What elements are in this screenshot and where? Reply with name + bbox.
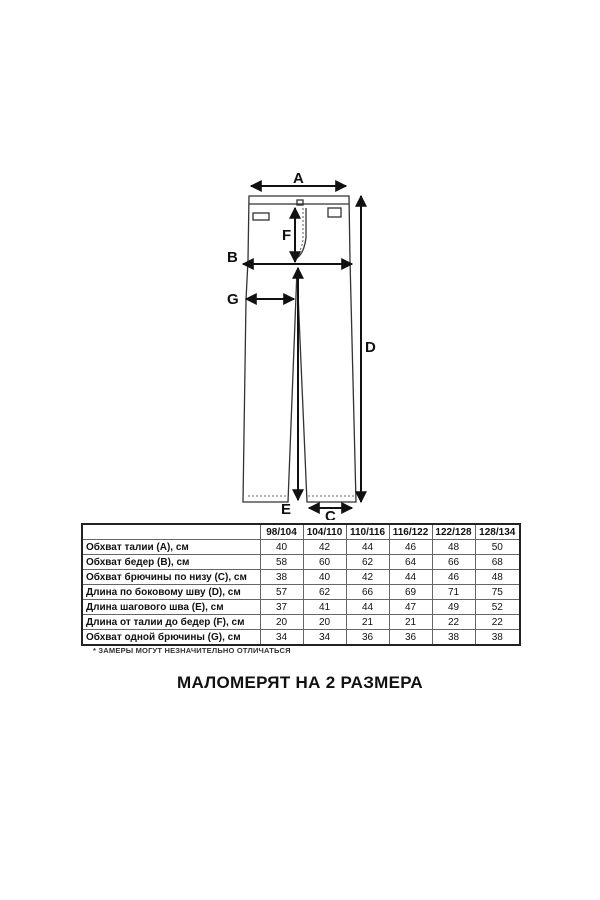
measurement-disclaimer: * ЗАМЕРЫ МОГУТ НЕЗНАЧИТЕЛЬНО ОТЛИЧАТЬСЯ [93,646,291,655]
table-cell: 46 [432,570,475,585]
size-header: 110/116 [346,524,389,540]
table-cell: 52 [475,600,520,615]
table-cell: 69 [389,585,432,600]
table-cell: 44 [389,570,432,585]
table-cell: 37 [260,600,303,615]
label-g: G [227,291,239,308]
measurement-arrows [243,186,361,508]
table-cell: 66 [346,585,389,600]
size-header: 128/134 [475,524,520,540]
table-row [82,630,520,646]
table-cell: 38 [260,570,303,585]
row-label: Обхват талии (А), см [82,540,260,555]
table-cell: 20 [260,615,303,630]
pants-outline [243,196,356,502]
table-row [82,615,520,630]
size-header: 104/110 [303,524,346,540]
label-d: D [365,339,376,356]
table-cell: 47 [389,600,432,615]
table-cell: 38 [432,630,475,646]
table-cell: 40 [303,570,346,585]
table-cell: 36 [346,630,389,646]
row-label: Обхват бедер (B), см [82,555,260,570]
table-row [82,585,520,600]
label-f: F [282,227,292,244]
size-header: 98/104 [260,524,303,540]
table-cell: 42 [346,570,389,585]
row-label: Длина шагового шва (E), см [82,600,260,615]
table-row [82,570,520,585]
table-cell: 22 [432,615,475,630]
table-cell: 38 [475,630,520,646]
row-label: Обхват одной брючины (G), см [82,630,260,646]
table-cell: 48 [475,570,520,585]
table-cell: 44 [346,540,389,555]
table-cell: 66 [432,555,475,570]
table-cell: 21 [346,615,389,630]
label-e: E [281,501,292,518]
table-cell: 41 [303,600,346,615]
table-cell: 42 [303,540,346,555]
table-cell: 20 [303,615,346,630]
table-cell: 48 [432,540,475,555]
table-cell: 22 [475,615,520,630]
table-cell: 34 [260,630,303,646]
table-cell: 50 [475,540,520,555]
row-label: Длина по боковому шву (D), см [82,585,260,600]
table-cell: 36 [389,630,432,646]
sizing-headline: МАЛОМЕРЯТ НА 2 РАЗМЕРА [177,673,423,692]
table-cell: 46 [389,540,432,555]
size-chart-table [81,523,521,646]
table-cell: 60 [303,555,346,570]
table-cell: 49 [432,600,475,615]
table-cell: 57 [260,585,303,600]
table-header-row [82,524,520,540]
table-cell: 75 [475,585,520,600]
table-cell: 40 [260,540,303,555]
table-header-parameter [82,524,260,540]
size-header: 116/122 [389,524,432,540]
table-cell: 68 [475,555,520,570]
table-cell: 21 [389,615,432,630]
table-row [82,540,520,555]
table-row [82,600,520,615]
table-cell: 71 [432,585,475,600]
size-header: 122/128 [432,524,475,540]
table-cell: 58 [260,555,303,570]
table-row [82,555,520,570]
table-cell: 44 [346,600,389,615]
label-a: A [293,170,304,187]
row-label: Длина от талии до бедер (F), см [82,615,260,630]
row-label: Обхват брючины по низу (C), см [82,570,260,585]
label-b: B [227,249,238,266]
table-cell: 62 [346,555,389,570]
table-cell: 34 [303,630,346,646]
table-cell: 62 [303,585,346,600]
table-cell: 64 [389,555,432,570]
label-c: C [325,508,336,520]
